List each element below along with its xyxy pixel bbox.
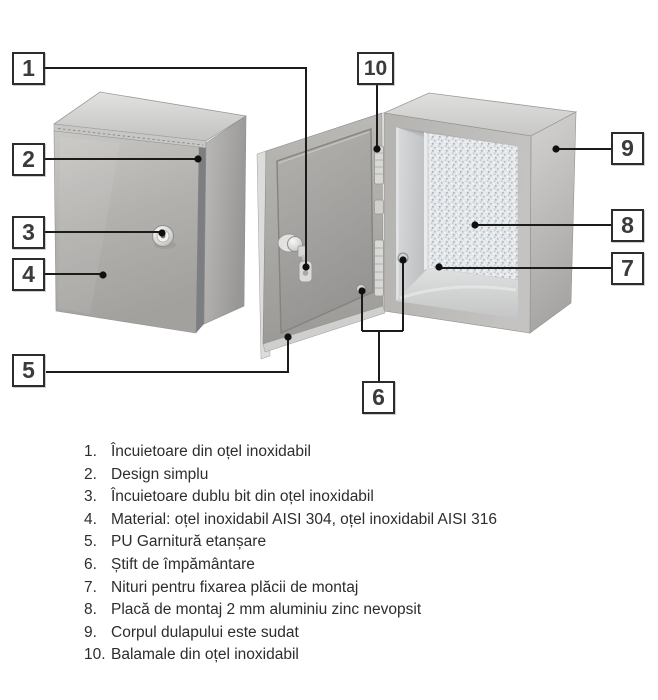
legend-item-text: PU Garnitură etanșare (111, 533, 267, 551)
callout-3: 3 (12, 216, 45, 249)
legend-item-3 (84, 486, 497, 509)
legend-item-number: 5. (84, 533, 97, 551)
legend-item-text: Încuietoare din oțel inoxidabil (111, 443, 311, 460)
legend-list (84, 441, 497, 667)
legend-item-number: 8. (84, 601, 97, 619)
callout-9: 9 (611, 132, 644, 165)
legend-item-6 (84, 554, 497, 577)
legend-item-text: Design simplu (111, 465, 209, 483)
legend-item-1 (84, 441, 497, 464)
legend-item-4 (84, 509, 497, 532)
legend-item-text: Încuietoare dublu bit din oțel inoxidabil (111, 488, 374, 506)
mounting-plate (428, 133, 518, 280)
legend-item-text: Balamale din oțel inoxidabil (111, 646, 299, 664)
legend-item-9 (84, 622, 497, 645)
legend-item-number: 6. (84, 555, 97, 573)
callout-5: 5 (12, 354, 45, 387)
legend-item-8 (84, 599, 497, 622)
legend-item-number: 7. (84, 578, 97, 596)
legend-item-number: 1. (84, 443, 97, 460)
legend-item-text: Corpul dulapului este sudat (111, 623, 299, 641)
callout-1: 1 (12, 52, 45, 85)
legend-item-text: Material: oțel inoxidabil AISI 304, oțel inoxidabil AISI 316 (111, 510, 498, 528)
callout-2: 2 (12, 143, 45, 176)
callout-6: 6 (362, 381, 395, 414)
closed-enclosure-illustration (54, 92, 246, 333)
legend-item-text: Placă de montaj 2 mm aluminiu zinc nevopsit (111, 601, 422, 619)
legend-item-text: Nituri pentru fixarea plăcii de montaj (111, 578, 359, 596)
callout-7: 7 (611, 252, 644, 285)
legend-item-number: 3. (84, 488, 97, 506)
callout-4: 4 (12, 258, 45, 291)
callout-8: 8 (611, 209, 644, 242)
legend-item-text: Știft de împământare (111, 555, 255, 573)
legend-item-number: 2. (84, 465, 97, 483)
legend-item-7 (84, 577, 497, 600)
legend-item-10 (84, 644, 497, 667)
legend-item-5 (84, 531, 497, 554)
legend-item-number: 9. (84, 623, 97, 641)
legend-item-2 (84, 464, 497, 487)
callout-10: 10 (357, 52, 394, 85)
legend-item-number: 10. (84, 646, 106, 664)
legend-item-number: 4. (84, 510, 97, 528)
